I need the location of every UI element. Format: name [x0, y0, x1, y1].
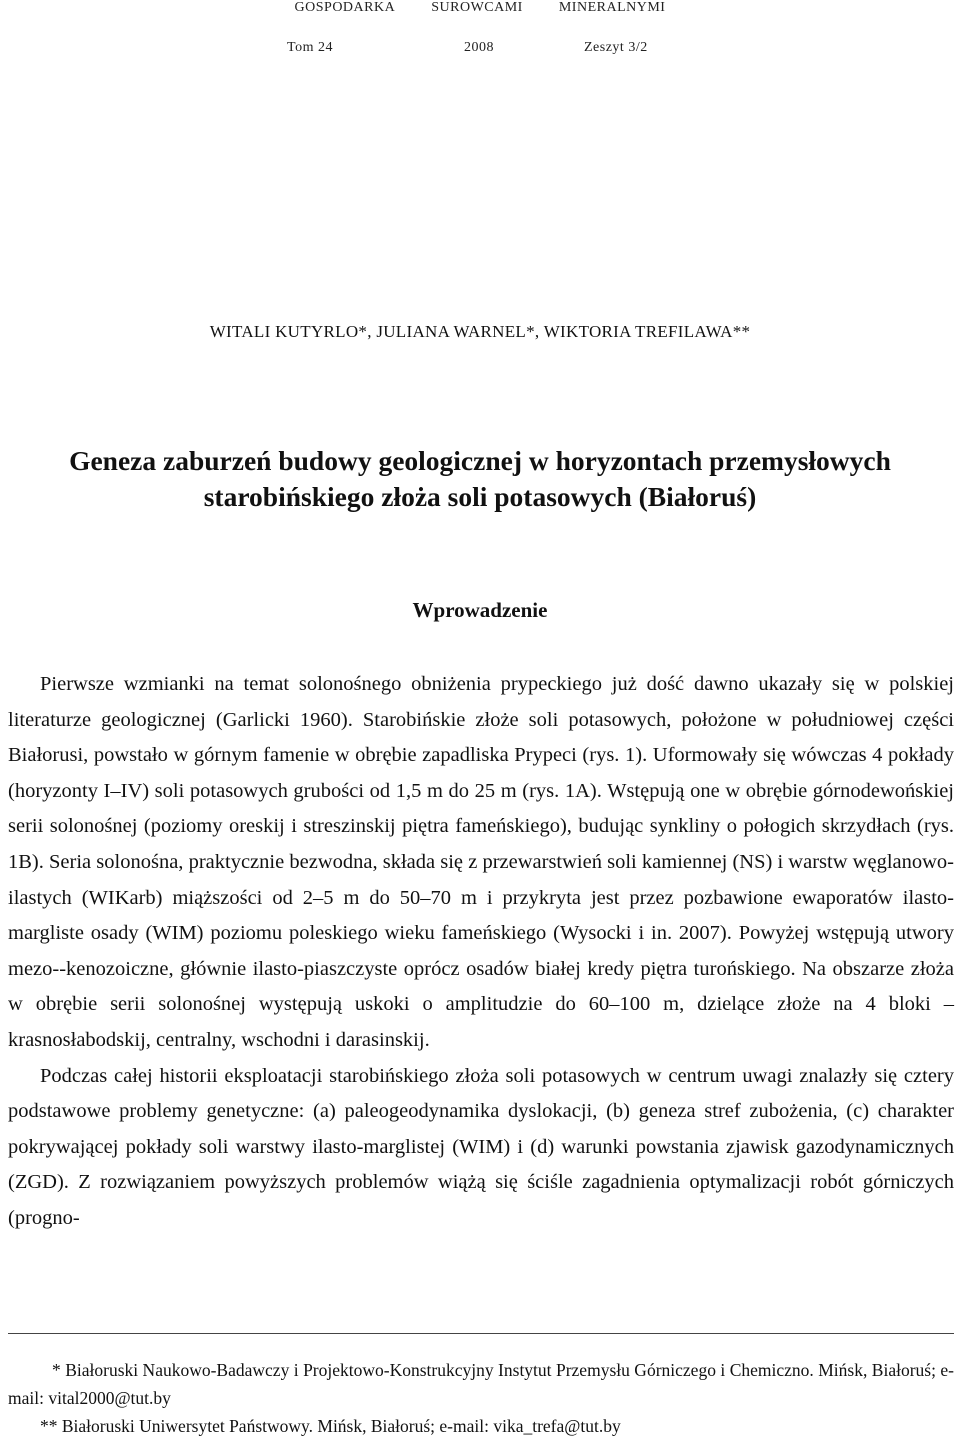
- footnote: ** Białoruski Uniwersytet Państwowy. Mińsk, Białoruś; e-mail: vika_trefa@tut.by: [40, 1416, 621, 1436]
- footnote-divider: [8, 1333, 954, 1334]
- article-title: [0, 443, 960, 515]
- journal-title: [0, 0, 960, 20]
- journal-header: [0, 0, 960, 55]
- journal-year: 2008: [464, 40, 494, 55]
- journal-title-word: SUROWCAMI: [431, 0, 523, 15]
- article-title-line: Geneza zaburzeń budowy geologicznej w horyzontach przemysłowych: [69, 445, 891, 476]
- body-paragraph: Pierwsze wzmianki na temat solonośnego obniżenia prypeckiego już dość dawno ukazały się w polskiej literaturze geologicznej (Garlicki 1960). Starobińskie złoże soli potasowych, położone w południowej części Białorusi, powstało w górnym famenie w obrębie zapadliska Prypeci (rys. 1). Uformowały się wówczas 4 pokłady (horyzonty I–IV) soli potasowych grubości od 1,5 m do 25 m (rys. 1A). Wstępują one w obrębie górnodewońskiej serii solonośnej (poziomy oreskij i streszinskij piętra fameńskiego), budując synkliny o połogich skrzydłach (rys. 1B). Seria solonośna, praktycznie bezwodna, składa się z przewarstwień soli kamiennej (NS) i warstw węglanowo-ilastych (WIKarb) miąższości od 2–5 m do 50–70 m i przykryta jest przez pozbawione ewaporatów ilasto-margliste osady (WIM) poziomu poleskiego wieku fameńskiego (Wysocki i in. 2007). Powyżej wstępują utwory mezo--kenozoiczne, głównie ilasto-piaszczyste oprócz osadów białej kredy piętra turońskiego. Na obszarze złoża w obrębie serii solonośnej występują uskoki o amplitudzie do 60–100 m, dzielące złoże na 4 bloki – krasnosłabodskij, centralny, wschodni i darasinskij.: [8, 673, 954, 1051]
- journal-issue: Zeszyt 3/2: [584, 40, 648, 55]
- journal-issue-line: [0, 40, 960, 60]
- article-title-line: starobińskiego złoża soli potasowych (Białoruś): [203, 481, 757, 512]
- footnotes: [8, 1356, 954, 1440]
- journal-title-word: GOSPODARKA: [294, 0, 396, 15]
- journal-volume: Tom 24: [287, 40, 333, 55]
- article-body: [8, 667, 954, 1237]
- article-authors: WITALI KUTYRLO*, JULIANA WARNEL*, WIKTORIA TREFILAWA**: [209, 322, 751, 341]
- section-heading: Wprowadzenie: [412, 598, 548, 622]
- journal-title-word: MINERALNYMI: [558, 0, 666, 15]
- body-paragraph: Podczas całej historii eksploatacji starobińskiego złoża soli potasowych w centrum uwagi znalazły się cztery podstawowe problemy genetyczne: (a) paleogeodynamika dyslokacji, (b) geneza stref zubożenia, (c) charakter pokrywającej pokłady soli warstwy ilasto-marglistej (WIM) i (d) warunki powstania zjawisk gazodynamicznych (ZGD). Z rozwiązaniem powyższych problemów wiążą się ściśle zagadnienia optymalizacji robót górniczych (progno-: [8, 1064, 954, 1229]
- footnote: * Białoruski Naukowo-Badawczy i Projektowo-Konstrukcyjny Instytut Przemysłu Górniczego i Chemiczno. Mińsk, Białoruś; e-mail: vital2000@tut.by: [8, 1360, 954, 1408]
